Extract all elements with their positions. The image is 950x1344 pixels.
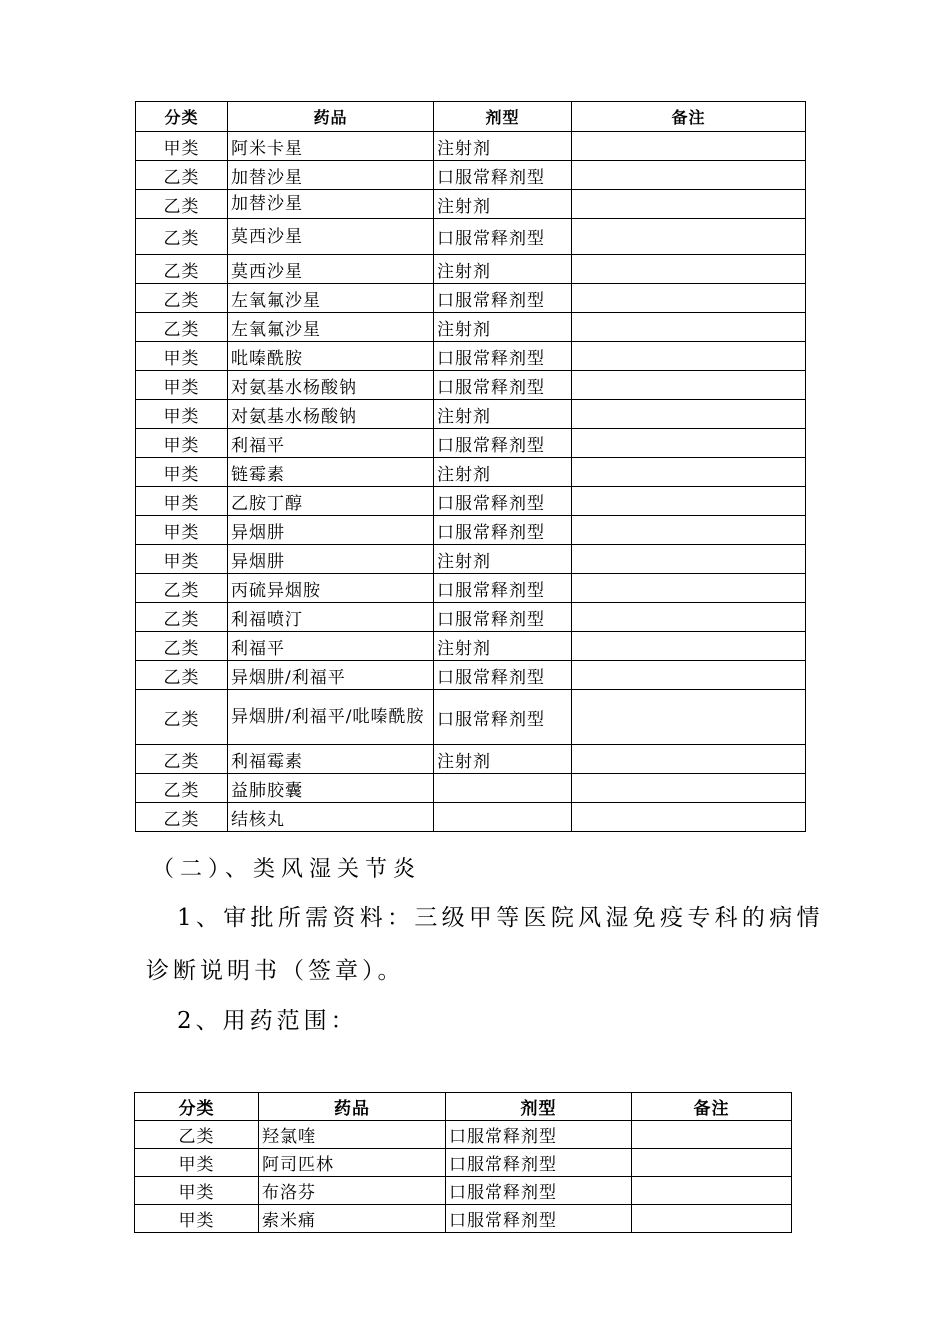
table-row xyxy=(136,774,806,803)
cell-dosage-form: 口服常释剂型 xyxy=(434,342,572,371)
cell-dosage-form: 注射剂 xyxy=(434,545,572,574)
cell-remarks xyxy=(572,161,806,190)
table-row xyxy=(135,1205,792,1233)
cell-remarks xyxy=(572,545,806,574)
cell-dosage-form: 口服常释剂型 xyxy=(446,1121,632,1149)
table-row xyxy=(136,603,806,632)
table-row xyxy=(136,545,806,574)
cell-dosage-form: 注射剂 xyxy=(434,632,572,661)
cell-dosage-form: 口服常释剂型 xyxy=(446,1177,632,1205)
table-row xyxy=(136,313,806,342)
table-row xyxy=(136,745,806,774)
cell-drug: 阿米卡星 xyxy=(228,132,434,161)
cell-drug: 异烟肼 xyxy=(228,545,434,574)
table-row xyxy=(136,219,806,255)
cell-remarks xyxy=(572,661,806,690)
cell-dosage-form xyxy=(434,774,572,803)
cell-dosage-form: 口服常释剂型 xyxy=(434,661,572,690)
cell-remarks xyxy=(572,690,806,745)
cell-remarks xyxy=(572,803,806,832)
cell-category: 乙类 xyxy=(136,603,228,632)
cell-remarks xyxy=(572,313,806,342)
cell-category: 乙类 xyxy=(136,190,228,219)
table-row xyxy=(136,190,806,219)
cell-remarks xyxy=(572,371,806,400)
cell-drug: 利福霉素 xyxy=(228,745,434,774)
cell-category: 甲类 xyxy=(136,342,228,371)
cell-dosage-form: 口服常释剂型 xyxy=(446,1149,632,1177)
cell-dosage-form: 口服常释剂型 xyxy=(434,690,572,745)
cell-drug: 莫西沙星 xyxy=(228,219,434,255)
cell-category: 甲类 xyxy=(136,371,228,400)
cell-remarks xyxy=(572,342,806,371)
section-heading: （二）、类风湿关节炎 xyxy=(152,857,422,882)
cell-drug: 异烟肼 xyxy=(228,516,434,545)
cell-remarks xyxy=(572,400,806,429)
header-remarks: 备注 xyxy=(572,102,806,132)
cell-category: 甲类 xyxy=(136,400,228,429)
table-row xyxy=(136,803,806,832)
cell-dosage-form: 注射剂 xyxy=(434,313,572,342)
table-row xyxy=(135,1121,792,1149)
cell-dosage-form xyxy=(434,803,572,832)
cell-dosage-form: 口服常释剂型 xyxy=(434,487,572,516)
cell-remarks xyxy=(572,458,806,487)
cell-drug: 加替沙星 xyxy=(228,190,434,219)
item1-line1: 1、审批所需资料：三级甲等医院风湿免疫专科的病情 xyxy=(177,905,824,931)
cell-category: 甲类 xyxy=(135,1205,259,1233)
table-row xyxy=(136,342,806,371)
cell-category: 乙类 xyxy=(136,255,228,284)
cell-dosage-form: 注射剂 xyxy=(434,745,572,774)
cell-category: 乙类 xyxy=(136,774,228,803)
cell-drug: 莫西沙星 xyxy=(228,255,434,284)
cell-drug: 结核丸 xyxy=(228,803,434,832)
header-category: 分类 xyxy=(136,102,228,132)
cell-dosage-form: 口服常释剂型 xyxy=(434,371,572,400)
cell-remarks xyxy=(572,774,806,803)
cell-dosage-form: 注射剂 xyxy=(434,132,572,161)
table-row xyxy=(136,632,806,661)
cell-dosage-form: 口服常释剂型 xyxy=(434,603,572,632)
cell-category: 甲类 xyxy=(136,516,228,545)
cell-category: 乙类 xyxy=(136,313,228,342)
cell-drug: 左氧氟沙星 xyxy=(228,284,434,313)
cell-category: 乙类 xyxy=(136,745,228,774)
cell-category: 甲类 xyxy=(136,458,228,487)
cell-remarks xyxy=(572,284,806,313)
cell-dosage-form: 注射剂 xyxy=(434,458,572,487)
item1-line2: 诊断说明书（签章）。 xyxy=(146,958,405,984)
table-row xyxy=(136,690,806,745)
table-row xyxy=(136,132,806,161)
cell-category: 甲类 xyxy=(136,487,228,516)
cell-remarks xyxy=(572,632,806,661)
table-header-row xyxy=(136,102,806,132)
cell-category: 甲类 xyxy=(135,1149,259,1177)
table-row xyxy=(136,429,806,458)
cell-drug: 羟氯喹 xyxy=(259,1121,446,1149)
cell-category: 乙类 xyxy=(136,284,228,313)
cell-remarks xyxy=(632,1121,792,1149)
table-row xyxy=(135,1149,792,1177)
cell-dosage-form: 口服常释剂型 xyxy=(434,516,572,545)
cell-remarks xyxy=(632,1205,792,1233)
cell-drug: 链霉素 xyxy=(228,458,434,487)
cell-dosage-form: 注射剂 xyxy=(434,190,572,219)
cell-category: 乙类 xyxy=(136,574,228,603)
header-dosage-form: 剂型 xyxy=(434,102,572,132)
cell-dosage-form: 口服常释剂型 xyxy=(446,1205,632,1233)
cell-category: 乙类 xyxy=(136,690,228,745)
cell-category: 乙类 xyxy=(136,161,228,190)
cell-dosage-form: 注射剂 xyxy=(434,255,572,284)
cell-remarks xyxy=(572,132,806,161)
cell-dosage-form: 口服常释剂型 xyxy=(434,161,572,190)
cell-category: 乙类 xyxy=(136,803,228,832)
cell-drug: 利福平 xyxy=(228,632,434,661)
cell-drug: 异烟肼/利福平 xyxy=(228,661,434,690)
cell-drug: 索米痛 xyxy=(259,1205,446,1233)
header-category: 分类 xyxy=(135,1093,259,1121)
cell-remarks xyxy=(572,745,806,774)
cell-dosage-form: 注射剂 xyxy=(434,400,572,429)
cell-category: 甲类 xyxy=(136,132,228,161)
cell-category: 甲类 xyxy=(136,545,228,574)
cell-category: 乙类 xyxy=(136,661,228,690)
cell-remarks xyxy=(572,190,806,219)
table-row xyxy=(136,487,806,516)
drug-table-rheumatoid xyxy=(134,1092,792,1233)
cell-drug: 利福平 xyxy=(228,429,434,458)
header-drug: 药品 xyxy=(228,102,434,132)
item2: 2、用药范围： xyxy=(177,1008,358,1034)
table-row xyxy=(136,400,806,429)
table-row xyxy=(136,284,806,313)
cell-category: 乙类 xyxy=(135,1121,259,1149)
cell-category: 甲类 xyxy=(135,1177,259,1205)
cell-dosage-form: 口服常释剂型 xyxy=(434,284,572,313)
table-row xyxy=(136,574,806,603)
cell-drug: 异烟肼/利福平/吡嗪酰胺 xyxy=(228,690,434,745)
table-header-row xyxy=(135,1093,792,1121)
cell-dosage-form: 口服常释剂型 xyxy=(434,574,572,603)
cell-drug: 对氨基水杨酸钠 xyxy=(228,400,434,429)
header-remarks: 备注 xyxy=(632,1093,792,1121)
cell-drug: 阿司匹林 xyxy=(259,1149,446,1177)
table-row xyxy=(135,1177,792,1205)
table-row xyxy=(136,516,806,545)
cell-drug: 布洛芬 xyxy=(259,1177,446,1205)
table-row xyxy=(136,255,806,284)
cell-remarks xyxy=(572,429,806,458)
cell-category: 甲类 xyxy=(136,429,228,458)
cell-drug: 加替沙星 xyxy=(228,161,434,190)
cell-remarks xyxy=(572,219,806,255)
header-dosage-form: 剂型 xyxy=(446,1093,632,1121)
cell-category: 乙类 xyxy=(136,632,228,661)
cell-remarks xyxy=(572,574,806,603)
cell-remarks xyxy=(572,487,806,516)
cell-remarks xyxy=(632,1149,792,1177)
cell-dosage-form: 口服常释剂型 xyxy=(434,219,572,255)
cell-dosage-form: 口服常释剂型 xyxy=(434,429,572,458)
cell-drug: 对氨基水杨酸钠 xyxy=(228,371,434,400)
cell-drug: 利福喷汀 xyxy=(228,603,434,632)
header-drug: 药品 xyxy=(259,1093,446,1121)
cell-drug: 乙胺丁醇 xyxy=(228,487,434,516)
cell-drug: 丙硫异烟胺 xyxy=(228,574,434,603)
table-row xyxy=(136,458,806,487)
table-row xyxy=(136,371,806,400)
table-row xyxy=(136,661,806,690)
cell-category: 乙类 xyxy=(136,219,228,255)
drug-table-tuberculosis xyxy=(135,101,806,832)
cell-remarks xyxy=(632,1177,792,1205)
cell-remarks xyxy=(572,516,806,545)
table-row xyxy=(136,161,806,190)
cell-drug: 益肺胶囊 xyxy=(228,774,434,803)
cell-remarks xyxy=(572,603,806,632)
cell-remarks xyxy=(572,255,806,284)
cell-drug: 吡嗪酰胺 xyxy=(228,342,434,371)
cell-drug: 左氧氟沙星 xyxy=(228,313,434,342)
